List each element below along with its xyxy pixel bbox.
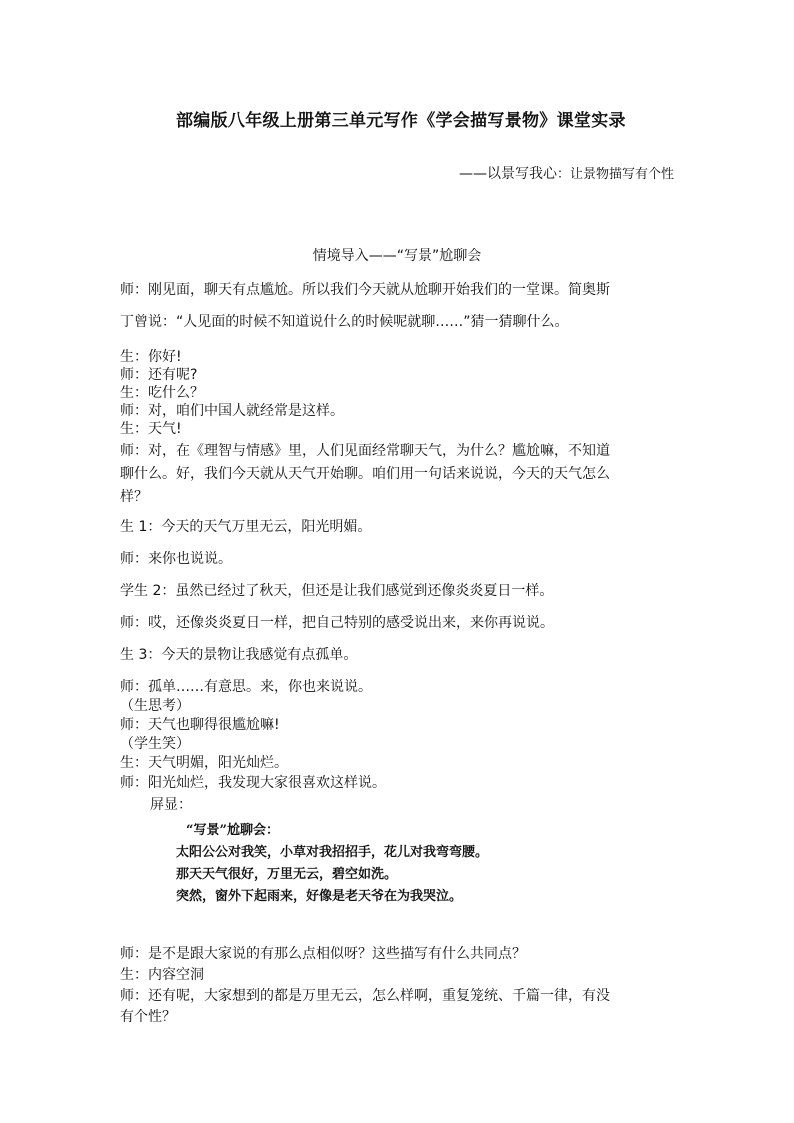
paragraph-line: 样？ — [120, 489, 148, 505]
paragraph-line: 师：天气也聊得很尴尬嘛! — [120, 717, 280, 733]
section-heading: 情境导入——“写景”尬聊会 — [312, 248, 482, 264]
paragraph-line: 生：吃什么？ — [120, 385, 204, 401]
document-subtitle — [459, 163, 674, 183]
screen-display-label: 屏显： — [150, 797, 192, 813]
paragraph-line: 生 3：今天的景物让我感觉有点孤单。 — [120, 647, 358, 663]
paragraph-line: 师：还有呢，大家想到的都是万里无云，怎么样啊，重复笼统、千篇一律，有没 — [120, 988, 610, 1004]
paragraph-line: 生：天气! — [120, 421, 182, 437]
subtitle-extra: ：让景物描写有个性 — [556, 167, 674, 182]
paragraph-line: 师：阳光灿烂，我发现大家很喜欢这样说。 — [120, 775, 386, 791]
paragraph-line: 聊什么。好，我们今天就从天气开始聊。咱们用一句话来说说，今天的天气怎么 — [120, 466, 610, 482]
paragraph-line: 师：是不是跟大家说的有那么点相似呀？这些描写有什么共同点？ — [120, 946, 526, 962]
paragraph-line: 生：天气明媚，阳光灿烂。 — [120, 755, 288, 771]
screen-line: 突然，窗外下起雨来，好像是老天爷在为我哭泣。 — [176, 889, 463, 904]
paragraph-line: 丁曾说：“人见面的时候不知道说什么的时候呢就聊……”猜一猜聊什么。 — [120, 314, 569, 330]
document-title: 部编版八年级上册第三单元写作《学会描写景物》课堂实录 — [176, 111, 626, 131]
paragraph-line: 师：刚见面，聊天有点尴尬。所以我们今天就从尬聊开始我们的一堂课。简奥斯 — [120, 282, 610, 298]
paragraph-line: 学生 2：虽然已经过了秋天，但还是让我们感觉到还像炎炎夏日一样。 — [120, 583, 554, 599]
screen-line: 太阳公公对我笑，小草对我招招手，花儿对我弯弯腰。 — [176, 845, 489, 860]
paragraph-line: 师：还有呢? — [120, 367, 198, 383]
paragraph-line: 师：哎，还像炎炎夏日一样，把自己特别的感受说出来，来你再说说。 — [120, 615, 554, 631]
paragraph-line: 生 1：今天的天气万里无云，阳光明媚。 — [120, 519, 372, 535]
paragraph-line: 生：内容空洞 — [120, 967, 204, 983]
subtitle-main: ——以景写我心 — [458, 166, 557, 182]
paragraph-line: 生：你好! — [120, 349, 182, 365]
paragraph-line: （学生笑） — [120, 736, 190, 752]
paragraph-line: 师：对，咱们中国人就经常是这样。 — [120, 403, 344, 419]
screen-line: 那天天气很好，万里无云，碧空如洗。 — [176, 867, 398, 882]
paragraph-line: 有个性？ — [120, 1009, 176, 1025]
screen-display-box — [176, 820, 488, 908]
paragraph-line: 师：孤单……有意思。来，你也来说说。 — [120, 679, 372, 695]
paragraph-line: 师：对，在《理智与情感》里，人们见面经常聊天气，为什么？尴尬嘛，不知道 — [120, 443, 610, 459]
paragraph-line: 师：来你也说说。 — [120, 551, 232, 567]
screen-heading: “写景”尬聊会： — [186, 823, 279, 838]
paragraph-line: （生思考） — [120, 698, 190, 714]
